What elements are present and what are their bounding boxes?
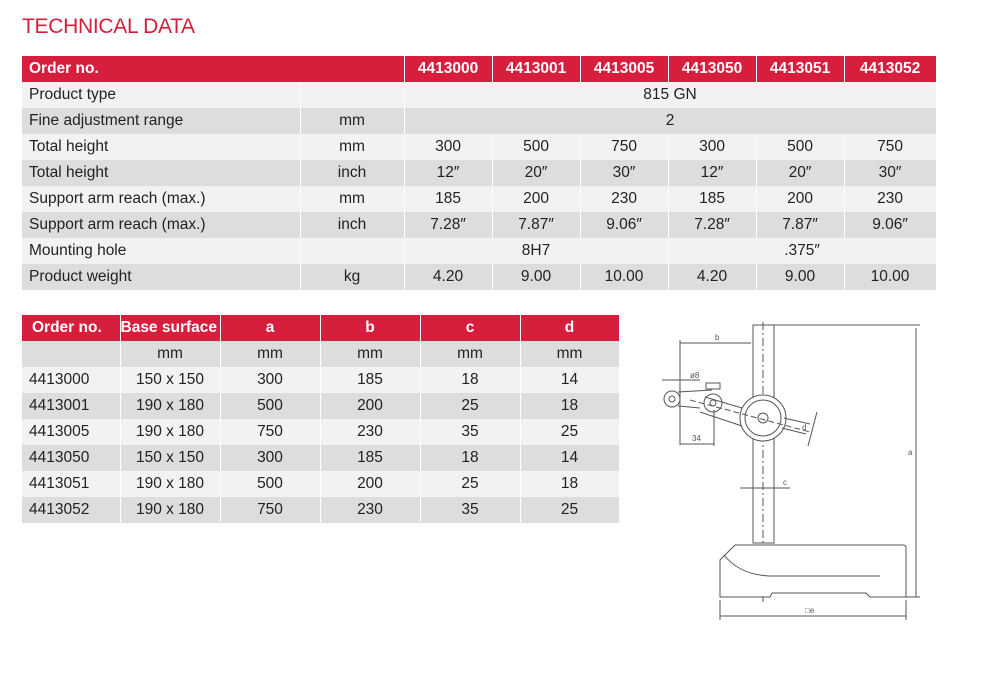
row-unit [300,82,404,108]
cell: 4413051 [22,471,120,497]
row-label: Total height [22,134,300,160]
row-label: Fine adjustment range [22,108,300,134]
cell: 12″ [404,160,492,186]
group-value: 8H7 [404,238,668,264]
cell: 7.87″ [756,212,844,238]
table-row [22,134,936,160]
order-number-header: 4413051 [756,56,844,82]
cell: 20″ [756,160,844,186]
order-no-header: Order no. [22,315,120,341]
table-row [22,160,936,186]
cell: 10.00 [580,264,668,290]
cell: 190 x 180 [120,497,220,523]
cell: 185 [668,186,756,212]
technical-data-table [22,56,937,290]
table-row [22,445,619,471]
row-label: Mounting hole [22,238,300,264]
cell: 200 [320,471,420,497]
table-row [22,497,619,523]
cell: 30″ [580,160,668,186]
cell: 25 [420,471,520,497]
unit-cell [22,341,120,367]
cell: 4413050 [22,445,120,471]
cell: 25 [520,497,619,523]
column-header: a [220,315,320,341]
unit-cell: mm [420,341,520,367]
row-unit: mm [300,186,404,212]
cell: 185 [320,445,420,471]
cell: 4413005 [22,419,120,445]
cell: 300 [220,367,320,393]
order-no-header: Order no. [22,56,404,82]
row-label: Product weight [22,264,300,290]
cell: 750 [220,497,320,523]
cell: 10.00 [844,264,936,290]
cell: 4.20 [668,264,756,290]
cell: 750 [220,419,320,445]
cell: 500 [756,134,844,160]
row-unit: mm [300,134,404,160]
table-row [22,212,936,238]
cell: 18 [420,445,520,471]
cell: 12″ [668,160,756,186]
cell: 300 [404,134,492,160]
row-label: Total height [22,160,300,186]
row-unit: kg [300,264,404,290]
cell: 18 [520,471,619,497]
table-row [22,393,619,419]
table-row [22,82,936,108]
row-label: Support arm reach (max.) [22,186,300,212]
cell: 14 [520,445,619,471]
order-number-header: 4413001 [492,56,580,82]
row-label: Support arm reach (max.) [22,212,300,238]
table-row [22,367,619,393]
table-row [22,264,936,290]
units-row [22,341,619,367]
column-header: Base surface [120,315,220,341]
cell: 185 [320,367,420,393]
cell: 35 [420,497,520,523]
cell: 4413052 [22,497,120,523]
label-dia8: ø8 [690,371,700,380]
cell: 4.20 [404,264,492,290]
header-row [22,315,619,341]
cell: 230 [320,419,420,445]
table-row [22,186,936,212]
dimensions-table [22,315,620,523]
cell: 200 [320,393,420,419]
unit-cell: mm [520,341,619,367]
label-e: □e [805,606,815,615]
unit-cell: mm [220,341,320,367]
cell: 18 [520,393,619,419]
technical-drawing [640,320,940,630]
cell: 190 x 180 [120,419,220,445]
table-row [22,471,619,497]
table-row [22,108,936,134]
cell: 200 [756,186,844,212]
cell: 500 [220,471,320,497]
merged-value: 815 GN [404,82,936,108]
order-number-header: 4413005 [580,56,668,82]
unit-cell: mm [120,341,220,367]
cell: 25 [420,393,520,419]
cell: 25 [520,419,619,445]
column-header: d [520,315,619,341]
cell: 9.06″ [844,212,936,238]
label-34: 34 [692,434,701,443]
cell: 9.06″ [580,212,668,238]
cell: 750 [844,134,936,160]
cell: 190 x 180 [120,393,220,419]
cell: 230 [580,186,668,212]
cell: 7.87″ [492,212,580,238]
cell: 300 [220,445,320,471]
cell: 185 [404,186,492,212]
order-number-header: 4413052 [844,56,936,82]
label-a: a [908,448,913,457]
cell: 7.28″ [404,212,492,238]
cell: 150 x 150 [120,445,220,471]
column-header: c [420,315,520,341]
row-unit [300,238,404,264]
row-label: Product type [22,82,300,108]
cell: 500 [492,134,580,160]
cell: 14 [520,367,619,393]
cell: 4413000 [22,367,120,393]
cell: 750 [580,134,668,160]
cell: 7.28″ [668,212,756,238]
cell: 230 [320,497,420,523]
cell: 300 [668,134,756,160]
row-unit: mm [300,108,404,134]
unit-cell: mm [320,341,420,367]
cell: 200 [492,186,580,212]
cell: 230 [844,186,936,212]
cell: 20″ [492,160,580,186]
row-unit: inch [300,212,404,238]
cell: 30″ [844,160,936,186]
row-unit: inch [300,160,404,186]
header-row [22,56,936,82]
cell: 18 [420,367,520,393]
cell: 35 [420,419,520,445]
label-c: c [783,478,787,487]
order-number-header: 4413000 [404,56,492,82]
cell: 9.00 [756,264,844,290]
cell: 500 [220,393,320,419]
merged-value: 2 [404,108,936,134]
table-row [22,419,619,445]
cell: 150 x 150 [120,367,220,393]
cell: 9.00 [492,264,580,290]
cell: 190 x 180 [120,471,220,497]
cell: 4413001 [22,393,120,419]
label-d: d [802,423,807,432]
page-title: TECHNICAL DATA [22,15,195,38]
column-header: b [320,315,420,341]
order-number-header: 4413050 [668,56,756,82]
group-value: .375″ [668,238,936,264]
label-b: b [715,333,720,342]
table-row [22,238,936,264]
